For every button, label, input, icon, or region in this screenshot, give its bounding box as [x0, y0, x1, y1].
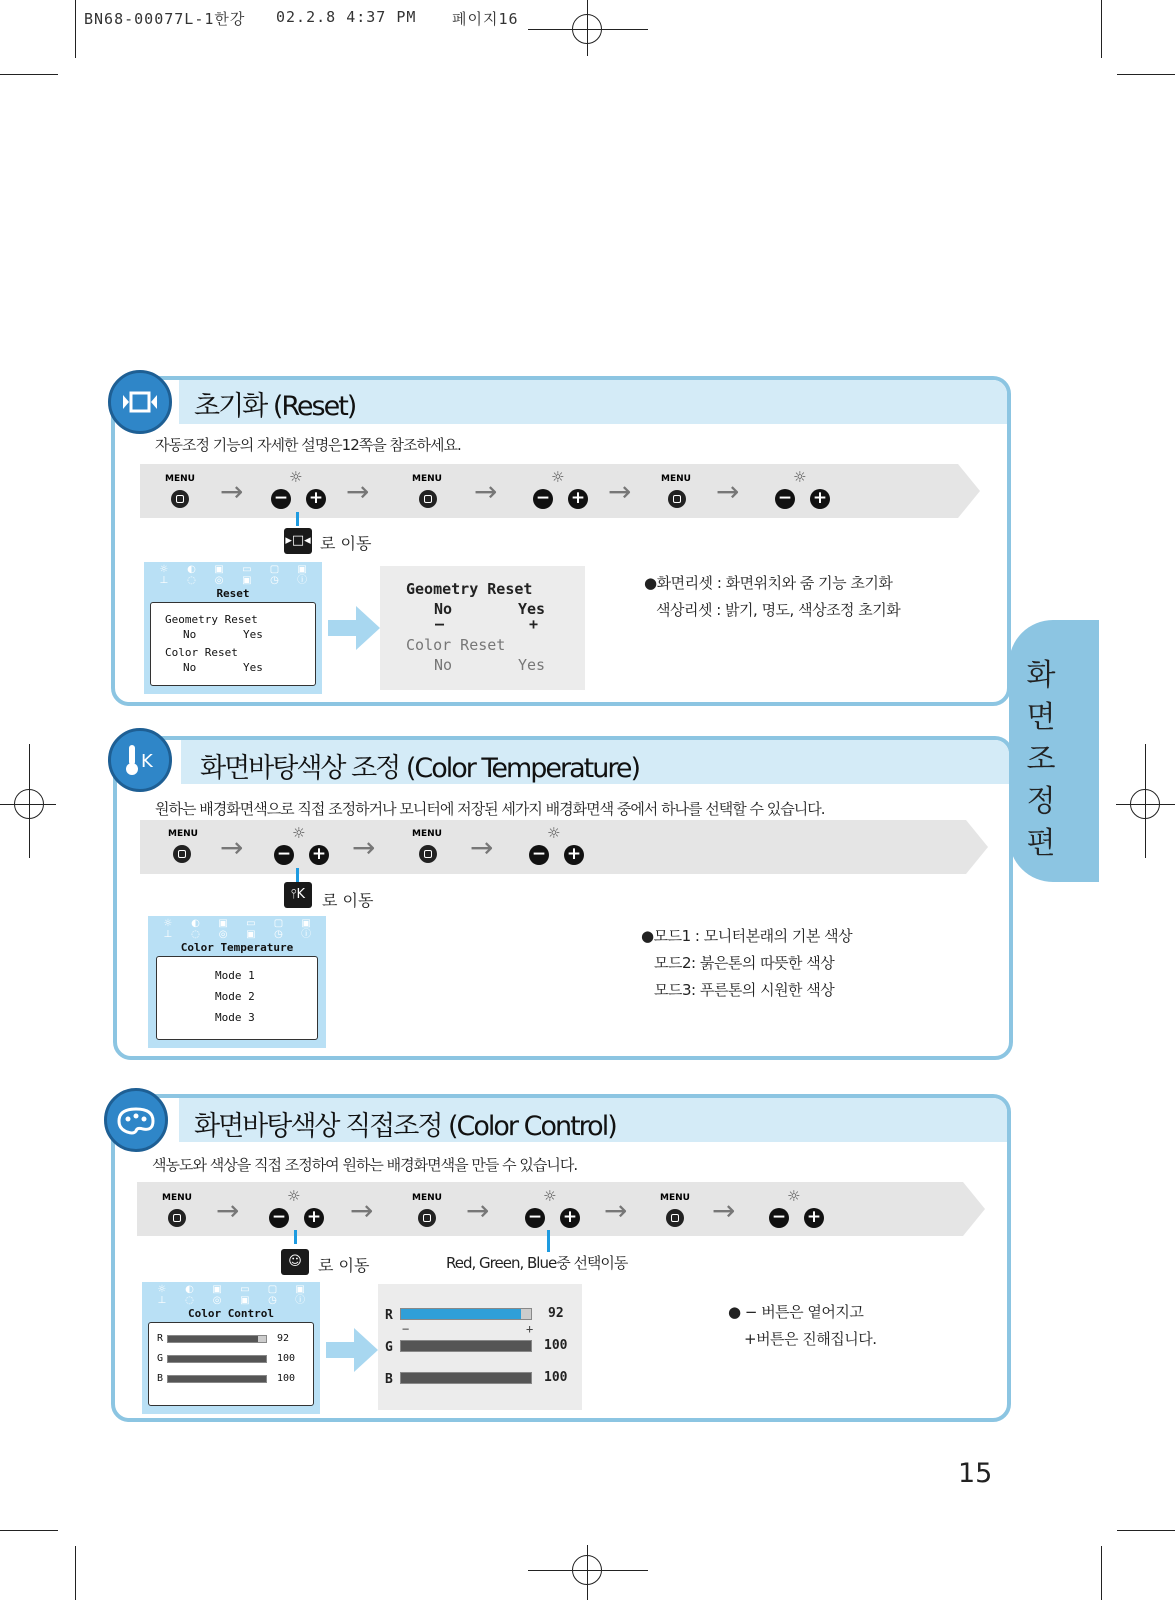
detail-row-value: 100 — [544, 1370, 568, 1385]
minus-button[interactable]: − — [274, 845, 294, 865]
detail-row-name: R — [385, 1308, 393, 1323]
osd-bar — [167, 1375, 267, 1383]
rgb-select-label: Red, Green, Blue중 선택이동 — [446, 1254, 628, 1272]
menu-button[interactable] — [419, 845, 437, 863]
print-date: 02.2.8 4:37 PM — [276, 8, 417, 26]
goto-label: 로 이동 — [318, 1256, 370, 1275]
osd-panel — [148, 1322, 314, 1406]
side-tab-char: 조 — [1026, 742, 1056, 777]
osd-icon-row: ☼ ◐ ▣ ▭ ▢ ▣ ⊥ ◌ ◎ ▣ ◷ ⓘ — [159, 564, 308, 586]
page-number: 15 — [958, 1458, 993, 1489]
arrow-icon: → — [220, 831, 244, 864]
osd-title: Color Control — [187, 1307, 275, 1320]
menu-label: MENU — [412, 1193, 442, 1203]
brightness-icon: ☼ — [287, 1187, 301, 1205]
arrow-icon: → — [474, 475, 498, 508]
osd-panel — [150, 602, 316, 686]
osd-color-label: Color Reset — [165, 646, 238, 659]
arrow-icon: → — [346, 475, 370, 508]
side-tab-char: 편 — [1026, 826, 1056, 861]
svg-text:K: K — [141, 751, 153, 772]
detail-plus: + — [529, 615, 539, 633]
arrow-icon: → — [608, 475, 632, 508]
color-control-flow-tip — [963, 1182, 985, 1236]
plus-button[interactable]: + — [804, 1208, 824, 1228]
side-tab — [1009, 620, 1099, 882]
minus-button[interactable]: − — [533, 489, 553, 509]
osd-icon-row: ☼ ◐ ▣ ▭ ▢ ▣ ⊥ ◌ ◎ ▣ ◷ ⓘ — [157, 1284, 306, 1306]
side-tab-char: 화 — [1026, 658, 1056, 693]
plus-button[interactable]: + — [306, 489, 326, 509]
brightness-icon: ☼ — [551, 468, 565, 486]
osd-row-name: R — [157, 1333, 164, 1344]
detail-minus: — — [435, 615, 445, 633]
menu-label: MENU — [162, 1193, 192, 1203]
brightness-icon: ☼ — [289, 468, 303, 486]
reset-description: 자동조정 기능의 자세한 설명은12쪽을 참조하세요. — [155, 436, 461, 454]
detail-minus: − — [402, 1322, 410, 1336]
osd-yes: Yes — [243, 628, 263, 641]
osd-mode: Mode 3 — [215, 1011, 255, 1024]
menu-label: MENU — [660, 1193, 690, 1203]
brightness-icon: ☼ — [793, 468, 807, 486]
detail-bar[interactable] — [400, 1308, 532, 1320]
osd-title: Color Temperature — [180, 941, 294, 954]
detail-row-name: B — [385, 1372, 393, 1387]
page-label: 페이지16 — [452, 10, 519, 28]
osd-geometry-label: Geometry Reset — [165, 613, 258, 626]
menu-label: MENU — [412, 829, 442, 839]
arrow-icon: → — [220, 475, 244, 508]
menu-button[interactable] — [168, 1209, 186, 1227]
menu-button[interactable] — [666, 1209, 684, 1227]
arrow-icon: → — [712, 1194, 736, 1227]
detail-row-name: G — [385, 1340, 393, 1355]
osd-row-value: 100 — [277, 1353, 296, 1364]
detail-yes: Yes — [518, 600, 546, 618]
minus-button[interactable]: − — [525, 1208, 545, 1228]
detail-row-value: 100 — [544, 1338, 568, 1353]
reset-note: 색상리셋 : 밝기, 명도, 색상조정 초기화 — [656, 601, 901, 619]
plus-button[interactable]: + — [810, 489, 830, 509]
detail-bar[interactable] — [400, 1372, 532, 1384]
osd-row-name: B — [157, 1373, 164, 1384]
arrow-icon: → — [716, 475, 740, 508]
color-temp-note: 모드3: 푸른톤의 시원한 색상 — [654, 981, 835, 999]
osd-icon-row: ☼ ◐ ▣ ▭ ▢ ▣ ⊥ ◌ ◎ ▣ ◷ ⓘ — [163, 918, 312, 940]
detail-bar-fill — [401, 1309, 521, 1319]
palette-icon — [104, 1088, 168, 1152]
plus-button[interactable]: + — [568, 489, 588, 509]
menu-button[interactable] — [173, 845, 191, 863]
color-temp-flow-tip — [966, 820, 988, 874]
brightness-icon: ☼ — [543, 1187, 557, 1205]
menu-label: MENU — [165, 474, 195, 484]
selection-marker — [296, 868, 299, 882]
plus-button[interactable]: + — [309, 845, 329, 865]
menu-button[interactable] — [171, 490, 189, 508]
color-temp-note: ●모드1 : 모니터본래의 기본 색상 — [641, 927, 853, 945]
menu-button[interactable] — [419, 490, 437, 508]
osd-no: No — [183, 628, 197, 641]
reset-goto-icon: ▸□◂ — [284, 528, 312, 554]
color-temp-title: 화면바탕색상 조정 (Color Temperature) — [200, 753, 639, 784]
osd-no: No — [183, 661, 197, 674]
color-control-goto-icon: ☺ — [281, 1249, 309, 1275]
detail-geometry-label: Geometry Reset — [406, 580, 533, 598]
brightness-icon: ☼ — [787, 1187, 801, 1205]
menu-label: MENU — [661, 474, 691, 484]
color-temp-goto-icon: ⫯K — [284, 882, 312, 908]
detail-no: No — [434, 656, 453, 674]
minus-button[interactable]: − — [271, 489, 291, 509]
selection-marker — [294, 1230, 297, 1244]
detail-yes: Yes — [518, 656, 546, 674]
color-temp-osd-screen — [148, 916, 326, 1048]
doc-code: BN68-00077L-1한강 — [84, 10, 246, 28]
arrow-icon: → — [352, 831, 376, 864]
detail-row-value: 92 — [548, 1306, 564, 1321]
goto-label: 로 이동 — [322, 891, 374, 910]
detail-bar-fill — [401, 1373, 531, 1383]
minus-button[interactable]: − — [529, 845, 549, 865]
zoom-arrow-icon — [326, 1328, 378, 1372]
menu-button[interactable] — [668, 490, 686, 508]
detail-bar[interactable] — [400, 1340, 532, 1352]
plus-button[interactable]: + — [304, 1208, 324, 1228]
side-tab-char: 면 — [1026, 700, 1056, 735]
selection-marker — [296, 512, 299, 526]
thermometer-icon — [108, 728, 172, 792]
osd-mode: Mode 2 — [215, 990, 255, 1003]
reset-title: 초기화 (Reset) — [194, 391, 356, 422]
arrow-icon: → — [604, 1194, 628, 1227]
reset-note: ●화면리셋 : 화면위치와 줌 기능 초기화 — [644, 574, 893, 592]
osd-row-value: 92 — [277, 1333, 290, 1344]
reset-flow-tip — [958, 464, 980, 518]
plus-button[interactable]: + — [564, 845, 584, 865]
color-temp-note: 모드2: 붉은톤의 따뜻한 색상 — [654, 954, 835, 972]
color-temp-description: 원하는 배경화면색으로 직접 조정하거나 모니터에 저장된 세가지 배경화면색 중에서 하나를 선택할 수 있습니다. — [155, 800, 825, 818]
reset-detail-panel — [380, 566, 585, 690]
color-control-note: +버튼은 진해집니다. — [744, 1330, 877, 1348]
side-tab-char: 정 — [1026, 784, 1056, 819]
osd-bar — [167, 1335, 267, 1343]
color-control-note: ● − 버튼은 옅어지고 — [728, 1303, 864, 1321]
zoom-arrow-icon — [328, 606, 380, 650]
color-control-description: 색농도와 색상을 직접 조정하여 원하는 배경화면색을 만들 수 있습니다. — [152, 1156, 578, 1174]
osd-bar — [167, 1355, 267, 1363]
detail-no: No — [434, 600, 453, 618]
color-control-osd-screen — [142, 1282, 320, 1414]
goto-label: 로 이동 — [320, 534, 372, 553]
osd-row-name: G — [157, 1353, 164, 1364]
menu-label: MENU — [168, 829, 198, 839]
minus-button[interactable]: − — [269, 1208, 289, 1228]
menu-button[interactable] — [418, 1209, 436, 1227]
brightness-icon: ☼ — [547, 824, 561, 842]
arrow-icon: → — [350, 1194, 374, 1227]
arrow-icon: → — [216, 1194, 240, 1227]
plus-button[interactable]: + — [560, 1208, 580, 1228]
brightness-icon: ☼ — [292, 824, 306, 842]
reset-icon — [108, 370, 172, 434]
osd-yes: Yes — [243, 661, 263, 674]
detail-plus: + — [526, 1322, 534, 1336]
color-control-detail-panel — [378, 1284, 582, 1410]
reset-osd-screen — [144, 562, 322, 694]
selection-marker — [547, 1230, 550, 1252]
osd-mode: Mode 1 — [215, 969, 255, 982]
detail-bar-fill — [401, 1341, 531, 1351]
detail-color-label: Color Reset — [406, 636, 506, 654]
osd-panel — [156, 956, 318, 1040]
arrow-icon: → — [470, 831, 494, 864]
osd-row-value: 100 — [277, 1373, 296, 1384]
menu-label: MENU — [412, 474, 442, 484]
color-control-title: 화면바탕색상 직접조정 (Color Control) — [194, 1111, 616, 1142]
minus-button[interactable]: − — [769, 1208, 789, 1228]
minus-button[interactable]: − — [775, 489, 795, 509]
arrow-icon: → — [466, 1194, 490, 1227]
osd-title: Reset — [216, 587, 250, 600]
